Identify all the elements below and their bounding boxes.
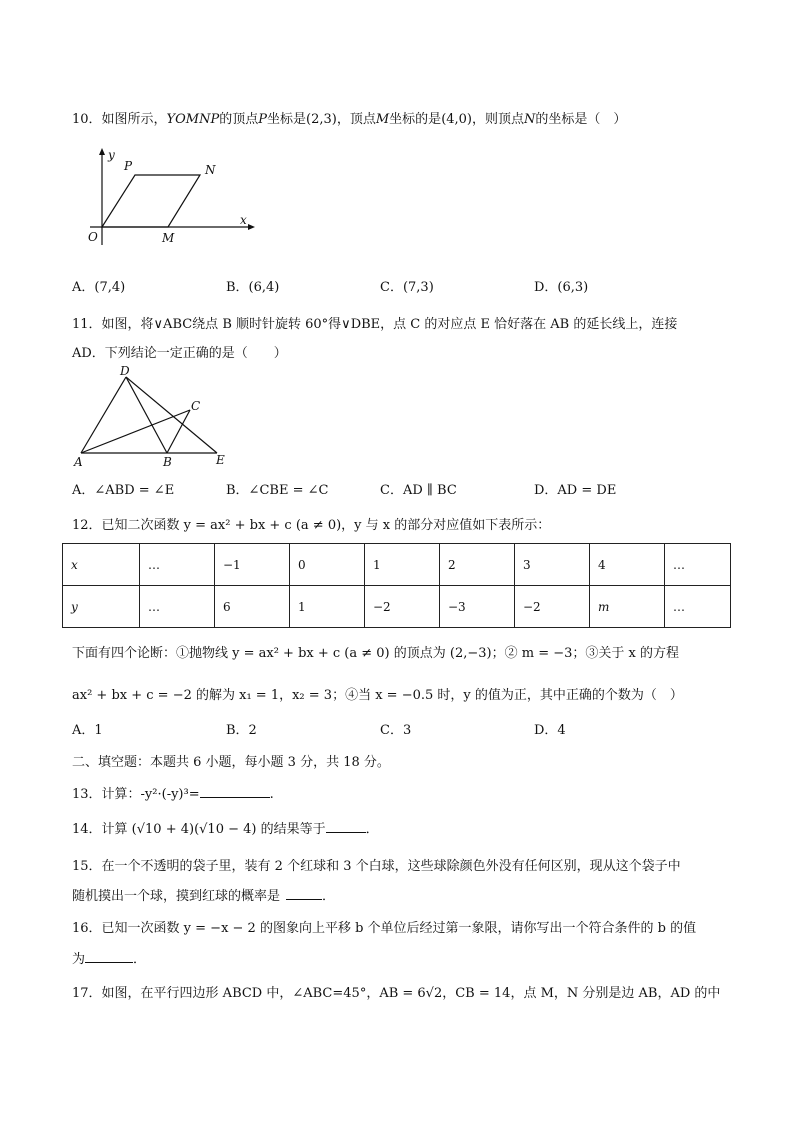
q12-stem: 12．已知二次函数 y = ax² + bx + c (a ≠ 0)，y 与 x 的部分对应值如下表所示：	[72, 518, 551, 533]
point-m-label: M	[162, 231, 175, 245]
table-cell: m	[590, 586, 665, 628]
table-cell: −1	[215, 544, 290, 586]
point-c-label: C	[191, 399, 201, 413]
point-p-label: P	[124, 159, 133, 173]
q12-option-a[interactable]: A．1	[72, 723, 103, 738]
axis-y-label: y	[108, 148, 115, 162]
table-cell: …	[665, 544, 731, 586]
q11-option-b[interactable]: B．∠CBE = ∠C	[226, 483, 329, 498]
q13-answer-blank[interactable]	[200, 785, 270, 798]
q10-stem: 10．如图所示，YOMNP的顶点P坐标是(2,3)，顶点M坐标的是(4,0)，则顶点N的坐标是（ ）	[72, 112, 627, 127]
table-cell: y	[63, 586, 140, 628]
q10-figure	[80, 145, 260, 250]
q10-option-a[interactable]: A．(7,4)	[72, 280, 126, 295]
q11-stem-line2: AD．下列结论一定正确的是（ ）	[72, 346, 287, 361]
table-row	[63, 544, 731, 586]
q12-option-d[interactable]: D．4	[534, 723, 566, 738]
table-cell: x	[63, 544, 140, 586]
q12-option-b[interactable]: B．2	[226, 723, 257, 738]
q12-option-c[interactable]: C．3	[380, 723, 412, 738]
q14: 14．计算 (√10 + 4)(√10 − 4) 的结果等于 ．	[72, 822, 379, 837]
table-cell: 2	[440, 544, 515, 586]
q15-line2: 随机摸出一个球，摸到红球的概率是 ．	[72, 889, 336, 904]
q11-option-c[interactable]: C．AD ∥ BC	[380, 483, 457, 498]
q10-option-d[interactable]: D．(6,3)	[534, 280, 589, 295]
q10-option-c[interactable]: C．(7,3)	[380, 280, 434, 295]
table-row	[63, 586, 731, 628]
table-cell: 1	[290, 586, 365, 628]
q11-stem-line1: 11．如图，将∨ABC绕点 B 顺时针旋转 60°得∨DBE，点 C 的对应点 E 恰好落在 AB 的延长线上，连接	[72, 317, 678, 332]
q10-option-b[interactable]: B．(6,4)	[226, 280, 280, 295]
point-a-label: A	[74, 455, 83, 469]
point-o-label: O	[88, 230, 98, 244]
q11-option-d[interactable]: D．AD = DE	[534, 483, 617, 498]
q11-options	[72, 479, 732, 499]
table-cell: −3	[440, 586, 515, 628]
q16-answer-blank[interactable]	[85, 950, 133, 963]
q12-judgments-line1: 下面有四个论断：①抛物线 y = ax² + bx + c (a ≠ 0) 的顶点为 (2,−3)；② m = −3；③关于 x 的方程	[72, 646, 679, 661]
point-n-label: N	[205, 163, 216, 177]
q12-value-table	[62, 543, 731, 628]
table-cell: 1	[365, 544, 440, 586]
table-cell: −2	[365, 586, 440, 628]
q11-option-a[interactable]: A．∠ABD = ∠E	[72, 483, 175, 498]
q17-line1: 17．如图，在平行四边形 ABCD 中，∠ABC=45°，AB = 6√2，CB = 14，点 M，N 分别是边 AB，AD 的中	[72, 986, 721, 1001]
table-cell: −2	[515, 586, 590, 628]
q12-options	[72, 719, 732, 739]
table-cell: …	[665, 586, 731, 628]
table-cell: 0	[290, 544, 365, 586]
q16-line1: 16．已知一次函数 y = −x − 2 的图象向上平移 b 个单位后经过第一象限，请你写出一个符合条件的 b 的值	[72, 921, 697, 936]
point-d-label: D	[120, 365, 130, 378]
axis-x-label: x	[240, 213, 247, 227]
table-cell: 4	[590, 544, 665, 586]
parallelogram-omnp	[102, 175, 200, 227]
q10-options	[72, 276, 732, 296]
section-2-heading: 二、填空题：本题共 6 小题，每小题 3 分，共 18 分。	[72, 755, 390, 770]
table-cell: 3	[515, 544, 590, 586]
q15-answer-blank[interactable]	[286, 887, 322, 900]
q12-judgments-line2: ax² + bx + c = −2 的解为 x₁ = 1，x₂ = 3；④当 x = −0.5 时，y 的值为正，其中正确的个数为（ ）	[72, 688, 683, 703]
table-cell: 6	[215, 586, 290, 628]
table-cell: …	[140, 544, 215, 586]
parallelogram-symbol: YOMNP	[166, 112, 220, 127]
q13: 13．计算：-y²·(-y)³= .	[72, 787, 274, 802]
q11-figure	[72, 365, 242, 470]
q15-line1: 15．在一个不透明的袋子里，装有 2 个红球和 3 个白球，这些球除颜色外没有任何区别，现从这个袋子中	[72, 859, 681, 874]
q14-answer-blank[interactable]	[326, 820, 366, 833]
table-cell: …	[140, 586, 215, 628]
point-b-label: B	[163, 455, 172, 469]
q16-line2: 为 ．	[72, 952, 147, 967]
point-e-label: E	[216, 453, 225, 467]
